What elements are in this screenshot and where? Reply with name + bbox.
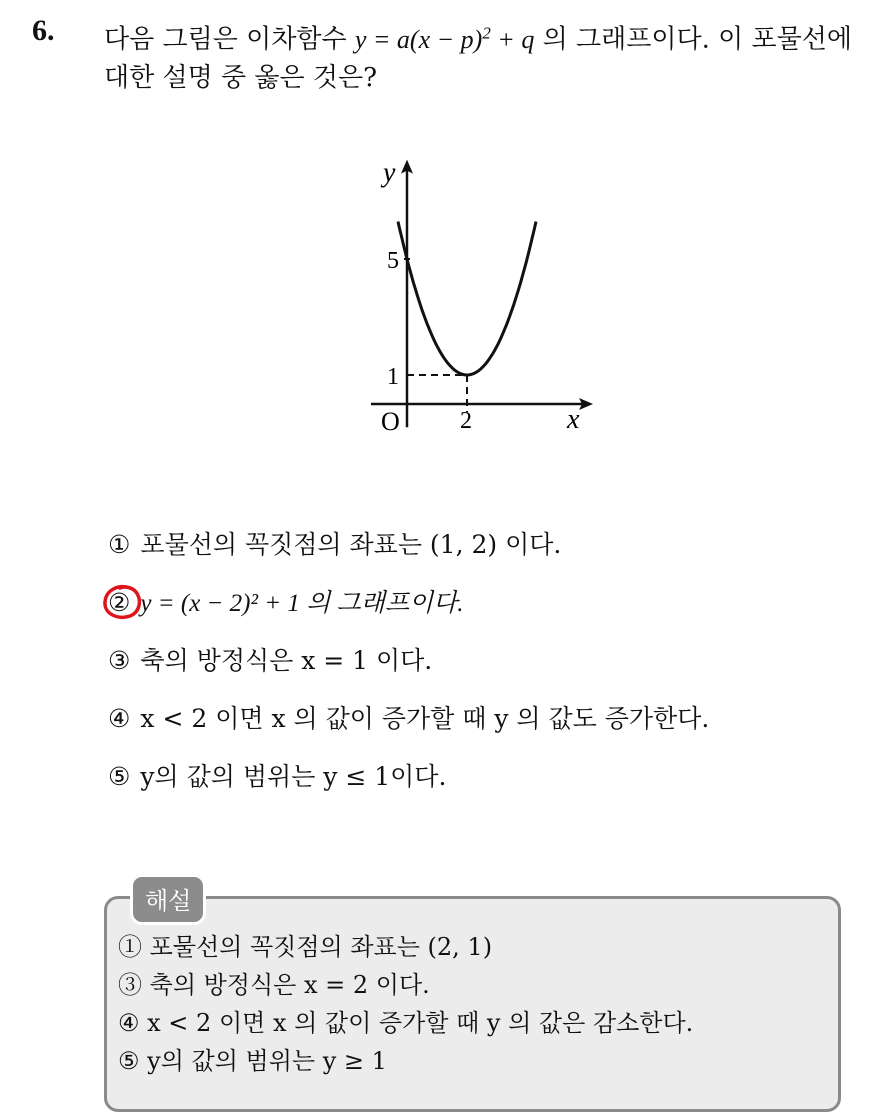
question-line-1 <box>104 14 874 59</box>
choice-number: ⑤ <box>108 762 131 791</box>
x-axis-label: x <box>567 404 580 435</box>
explanation-lines <box>118 928 693 1080</box>
formula-tail: + q <box>490 24 535 54</box>
explanation-line-1: ① 포물선의 꼭짓점의 좌표는 (2, 1) <box>118 933 493 961</box>
choice-5[interactable] <box>108 760 446 794</box>
y-tick-1: 1 <box>387 364 399 390</box>
axes <box>371 157 593 428</box>
formula-main: y = a(x − p) <box>354 24 483 54</box>
question-formula <box>355 25 535 54</box>
parabola-curve <box>398 222 536 375</box>
explanation-line-3: ④ x < 2 이면 x 의 값이 증가할 때 y 의 값은 감소한다. <box>118 1009 694 1037</box>
formula-exponent: 2 <box>482 23 491 42</box>
explanation-line-2: ③ 축의 방정식은 x = 2 이다. <box>118 971 430 999</box>
question-intro: 다음 그림은 이차함수 <box>104 24 355 55</box>
choice-3[interactable] <box>108 644 432 678</box>
choice-text: 포물선의 꼭짓점의 좌표는 (1, 2) 이다. <box>140 530 562 559</box>
choice-text: 축의 방정식은 x = 1 이다. <box>140 646 433 675</box>
choice-number: ① <box>108 530 131 559</box>
explanation-tag: 해설 <box>130 874 206 925</box>
question-line-2: 대한 설명 중 옳은 것은? <box>104 62 378 93</box>
y-axis-label: y <box>383 157 396 189</box>
question-text <box>104 14 874 97</box>
y-tick-5: 5 <box>387 248 399 274</box>
question-outro: 의 그래프이다. 이 포물선에 <box>534 24 852 55</box>
choice-1[interactable] <box>108 528 561 562</box>
answer-circle-mark <box>100 582 148 622</box>
question-number: 6. <box>32 14 55 47</box>
parabola-graph <box>300 120 660 450</box>
choice-text: y의 값의 범위는 y ≤ 1이다. <box>140 762 447 791</box>
choice-number: ④ <box>108 704 131 733</box>
choice-number: ② <box>108 588 131 617</box>
choice-number: ③ <box>108 646 131 675</box>
x-tick-2: 2 <box>460 408 472 434</box>
choice-text: y = (x − 2)² + 1 의 그래프이다. <box>140 590 464 617</box>
choice-2[interactable] <box>108 586 464 621</box>
choice-4[interactable] <box>108 702 709 736</box>
choice-text: x < 2 이면 x 의 값이 증가할 때 y 의 값도 증가한다. <box>140 704 710 733</box>
explanation-line-4: ⑤ y의 값의 범위는 y ≥ 1 <box>118 1047 387 1075</box>
origin-label: O <box>381 407 400 436</box>
